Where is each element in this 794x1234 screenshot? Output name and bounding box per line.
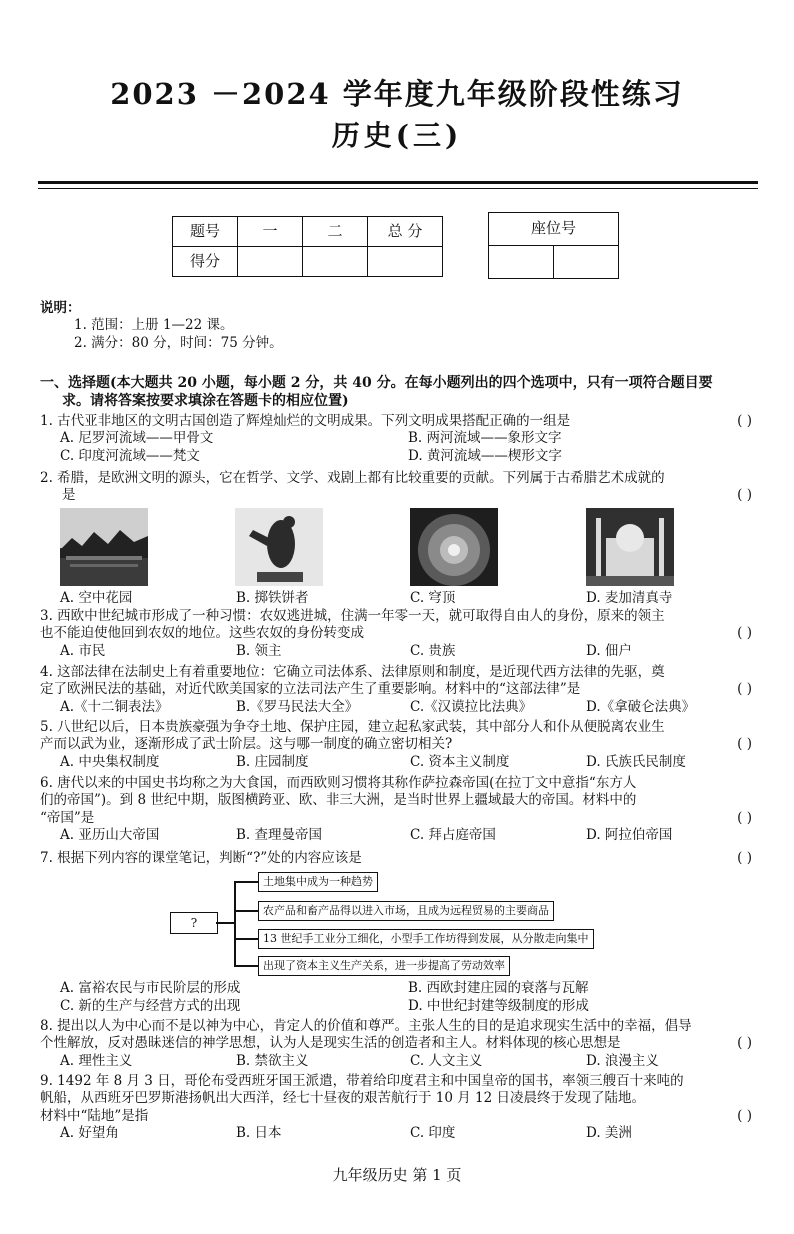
question-1 — [40, 413, 760, 466]
score-blank-cell[interactable] — [368, 247, 443, 277]
option-b: B. 查理曼帝国 — [236, 826, 323, 843]
option-a: A. 市民 — [60, 642, 106, 659]
diagram-item: 出现了资本主义生产关系，进一步提高了劳动效率 — [258, 956, 510, 976]
option-a: A. 好望角 — [60, 1124, 119, 1141]
section-heading-line: 求。请将答案按要求填涂在答题卡的相应位置) — [62, 393, 349, 410]
score-header-cell: 题号 — [173, 217, 238, 247]
score-header-cell: 一 — [238, 217, 303, 247]
option-a: A. 中央集权制度 — [60, 753, 160, 770]
option-c: C. 贵族 — [410, 642, 456, 659]
question-stem: 4. 这部法律在法制史上有着重要地位：它确立司法体系、法律原则和制度，是近现代西方法律的先驱，奠 — [40, 664, 665, 680]
option-d: D. 麦加清真寺 — [586, 590, 673, 606]
score-table — [172, 216, 443, 277]
diagram-unknown-box: ? — [170, 912, 218, 934]
seat-table — [488, 212, 619, 279]
diagram-item: 13 世纪手工业分工细化，小型手工作坊得到发展，从分散走向集中 — [258, 929, 594, 949]
option-b: B. 西欧封建庄园的衰落与瓦解 — [408, 980, 589, 996]
exam-title: 2023 －2024 学年度九年级阶段性练习 — [110, 77, 684, 111]
score-header-cell: 总 分 — [368, 217, 443, 247]
answer-paren: ( ) — [737, 681, 752, 698]
option-d: D. 阿拉伯帝国 — [586, 826, 673, 843]
question-stem: 5. 八世纪以后，日本贵族豪强为争夺土地、保护庄园，建立起私家武装，其中部分人和仆从便脱离农业生 — [40, 719, 665, 735]
section-heading-line: 一、选择题(本大题共 20 小题，每小题 2 分，共 40 分。在每小题列出的四个选项中，只有一项符合题目要 — [40, 375, 713, 391]
question-stem: 帆船，从西班牙巴罗斯港扬帆出大西洋，经七十昼夜的艰苦航行于 10 月 12 日凌晨终于发现了陆地。 — [40, 1090, 646, 1107]
question-stem: 6. 唐代以来的中国史书均称之为大食国，而西欧则习惯将其称作萨拉森帝国(在拉丁文中意指“东方人 — [40, 775, 637, 791]
option-a: A. 空中花园 — [60, 590, 133, 606]
option-c: C. 拜占庭帝国 — [410, 826, 496, 843]
question-2 — [40, 470, 760, 505]
connector — [216, 922, 234, 924]
option-d: D. 浪漫主义 — [586, 1052, 659, 1069]
instructions-line: 1. 范围：上册 1—22 课。 — [74, 317, 234, 334]
notes-diagram — [40, 872, 760, 976]
question-stem: 3. 西欧中世纪城市形成了一种习惯：农奴逃进城，住满一年零一天，就可取得自由人的身份，原来的领主 — [40, 608, 665, 624]
score-blank-cell[interactable] — [303, 247, 368, 277]
question-stem: 们的帝国”)。到 8 世纪中期，版图横跨亚、欧、非三大洲，是当时世界上疆域最大的帝国。材料中的 — [40, 792, 637, 809]
option-a: A. 亚历山大帝国 — [60, 826, 160, 843]
question-5 — [40, 719, 760, 772]
exam-subtitle: 历史(三) — [331, 119, 463, 152]
question-stem: 2. 希腊，是欧洲文明的源头，它在哲学、文学、戏剧上都有比较重要的贡献。下列属于古希腊艺术成就的 — [40, 470, 665, 486]
answer-paren: ( ) — [737, 625, 752, 642]
question-stem: 定了欧洲民法的基础，对近代欧美国家的立法司法产生了重要影响。材料中的“这部法律”是 — [40, 681, 581, 698]
question-2-images — [40, 508, 760, 588]
instructions-line: 2. 满分：80 分，时间：75 分钟。 — [74, 334, 283, 351]
option-d: D. 黄河流域——楔形文字 — [408, 448, 562, 465]
score-blank-cell[interactable] — [238, 247, 303, 277]
score-header-cell: 二 — [303, 217, 368, 247]
answer-paren: ( ) — [737, 1107, 752, 1124]
option-b: B. 日本 — [236, 1124, 282, 1141]
score-label-cell: 得分 — [173, 247, 238, 277]
question-stem: 9. 1492 年 8 月 3 日，哥伦布受西班牙国王派遣，带着给印度君主和中国皇帝的国书，率领三艘百十来吨的 — [40, 1073, 684, 1089]
seat-blank-cell[interactable] — [554, 246, 619, 279]
seat-label: 座位号 — [489, 213, 619, 246]
answer-paren: ( ) — [737, 736, 752, 753]
answer-paren: ( ) — [737, 809, 752, 826]
question-7 — [40, 850, 760, 867]
hanging-gardens-image — [60, 508, 148, 586]
option-d: D. 佃户 — [586, 642, 632, 659]
question-8 — [40, 1018, 760, 1071]
option-d: D. 美洲 — [586, 1124, 632, 1141]
instructions — [40, 300, 760, 352]
option-b: B. 禁欲主义 — [236, 1052, 309, 1069]
question-9 — [40, 1073, 760, 1143]
answer-paren: ( ) — [737, 413, 752, 429]
connector — [234, 910, 258, 912]
answer-paren: ( ) — [737, 487, 752, 504]
question-stem: 产而以武为业，逐渐形成了武士阶层。这与哪一制度的确立密切相关? — [40, 736, 453, 753]
option-d: D. 中世纪封建等级制度的形成 — [408, 998, 589, 1014]
question-stem: 是 — [62, 487, 76, 504]
connector — [234, 938, 258, 940]
page-footer: 九年级历史 第 1 页 — [332, 1166, 462, 1184]
question-7-options — [40, 980, 760, 1016]
question-6 — [40, 775, 760, 845]
option-b: B. 庄园制度 — [236, 753, 309, 770]
question-stem: “帝国”是 — [40, 809, 95, 826]
question-3 — [40, 608, 760, 661]
option-c: C. 资本主义制度 — [410, 753, 510, 770]
option-c: C. 新的生产与经营方式的出现 — [60, 998, 241, 1014]
question-stem: 个性解放，反对愚昧迷信的神学思想，认为人是现实生活的创造者和主人。材料体现的核心思想是 — [40, 1035, 621, 1052]
diagram-item: 土地集中成为一种趋势 — [258, 872, 378, 892]
seat-blank-cell[interactable] — [489, 246, 554, 279]
option-b: B.《罗马民法大全》 — [236, 698, 359, 715]
option-b: B. 两河流域——象形文字 — [408, 430, 562, 447]
connector — [234, 881, 258, 883]
header-rule-thick — [38, 181, 758, 184]
option-a: A. 理性主义 — [60, 1052, 133, 1069]
diagram-item: 农产品和畜产品得以进入市场，且成为远程贸易的主要商品 — [258, 901, 554, 921]
option-a: A. 富裕农民与市民阶层的形成 — [60, 980, 241, 996]
option-c: C.《汉谟拉比法典》 — [410, 698, 533, 715]
section-heading — [40, 374, 760, 410]
question-stem: 7. 根据下列内容的课堂笔记，判断“?”处的内容应该是 — [40, 850, 362, 866]
question-stem: 1. 古代亚非地区的文明古国创造了辉煌灿烂的文明成果。下列文明成果搭配正确的一组是 — [40, 413, 571, 429]
connector — [234, 965, 258, 967]
dome-image — [410, 508, 498, 586]
option-b: B. 掷铁饼者 — [236, 590, 309, 606]
option-c: C. 穹顶 — [410, 590, 456, 606]
option-b: B. 领主 — [236, 642, 282, 659]
option-a: A. 尼罗河流域——甲骨文 — [60, 430, 214, 447]
option-c: C. 印度 — [410, 1124, 456, 1141]
answer-paren: ( ) — [737, 1035, 752, 1052]
option-c: C. 印度河流域——梵文 — [60, 448, 200, 465]
option-c: C. 人文主义 — [410, 1052, 483, 1069]
instructions-heading: 说明： — [40, 300, 81, 316]
answer-paren: ( ) — [737, 850, 752, 866]
connector — [234, 881, 236, 965]
question-4 — [40, 664, 760, 717]
option-d: D. 氏族氏民制度 — [586, 753, 686, 770]
discobolus-image — [235, 508, 323, 586]
option-a: A.《十二铜表法》 — [60, 698, 169, 715]
question-2-options — [40, 590, 760, 608]
question-stem: 8. 提出以人为中心而不是以神为中心，肯定人的价值和尊严。主张人生的目的是追求现实生活中的幸福，倡导 — [40, 1018, 692, 1034]
mosque-image — [586, 508, 674, 586]
question-stem: 也不能迫使他回到农奴的地位。这些农奴的身份转变成 — [40, 625, 364, 642]
option-d: D.《拿破仑法典》 — [586, 698, 696, 715]
header-rule-thin — [38, 188, 758, 189]
question-stem: 材料中“陆地”是指 — [40, 1107, 149, 1124]
